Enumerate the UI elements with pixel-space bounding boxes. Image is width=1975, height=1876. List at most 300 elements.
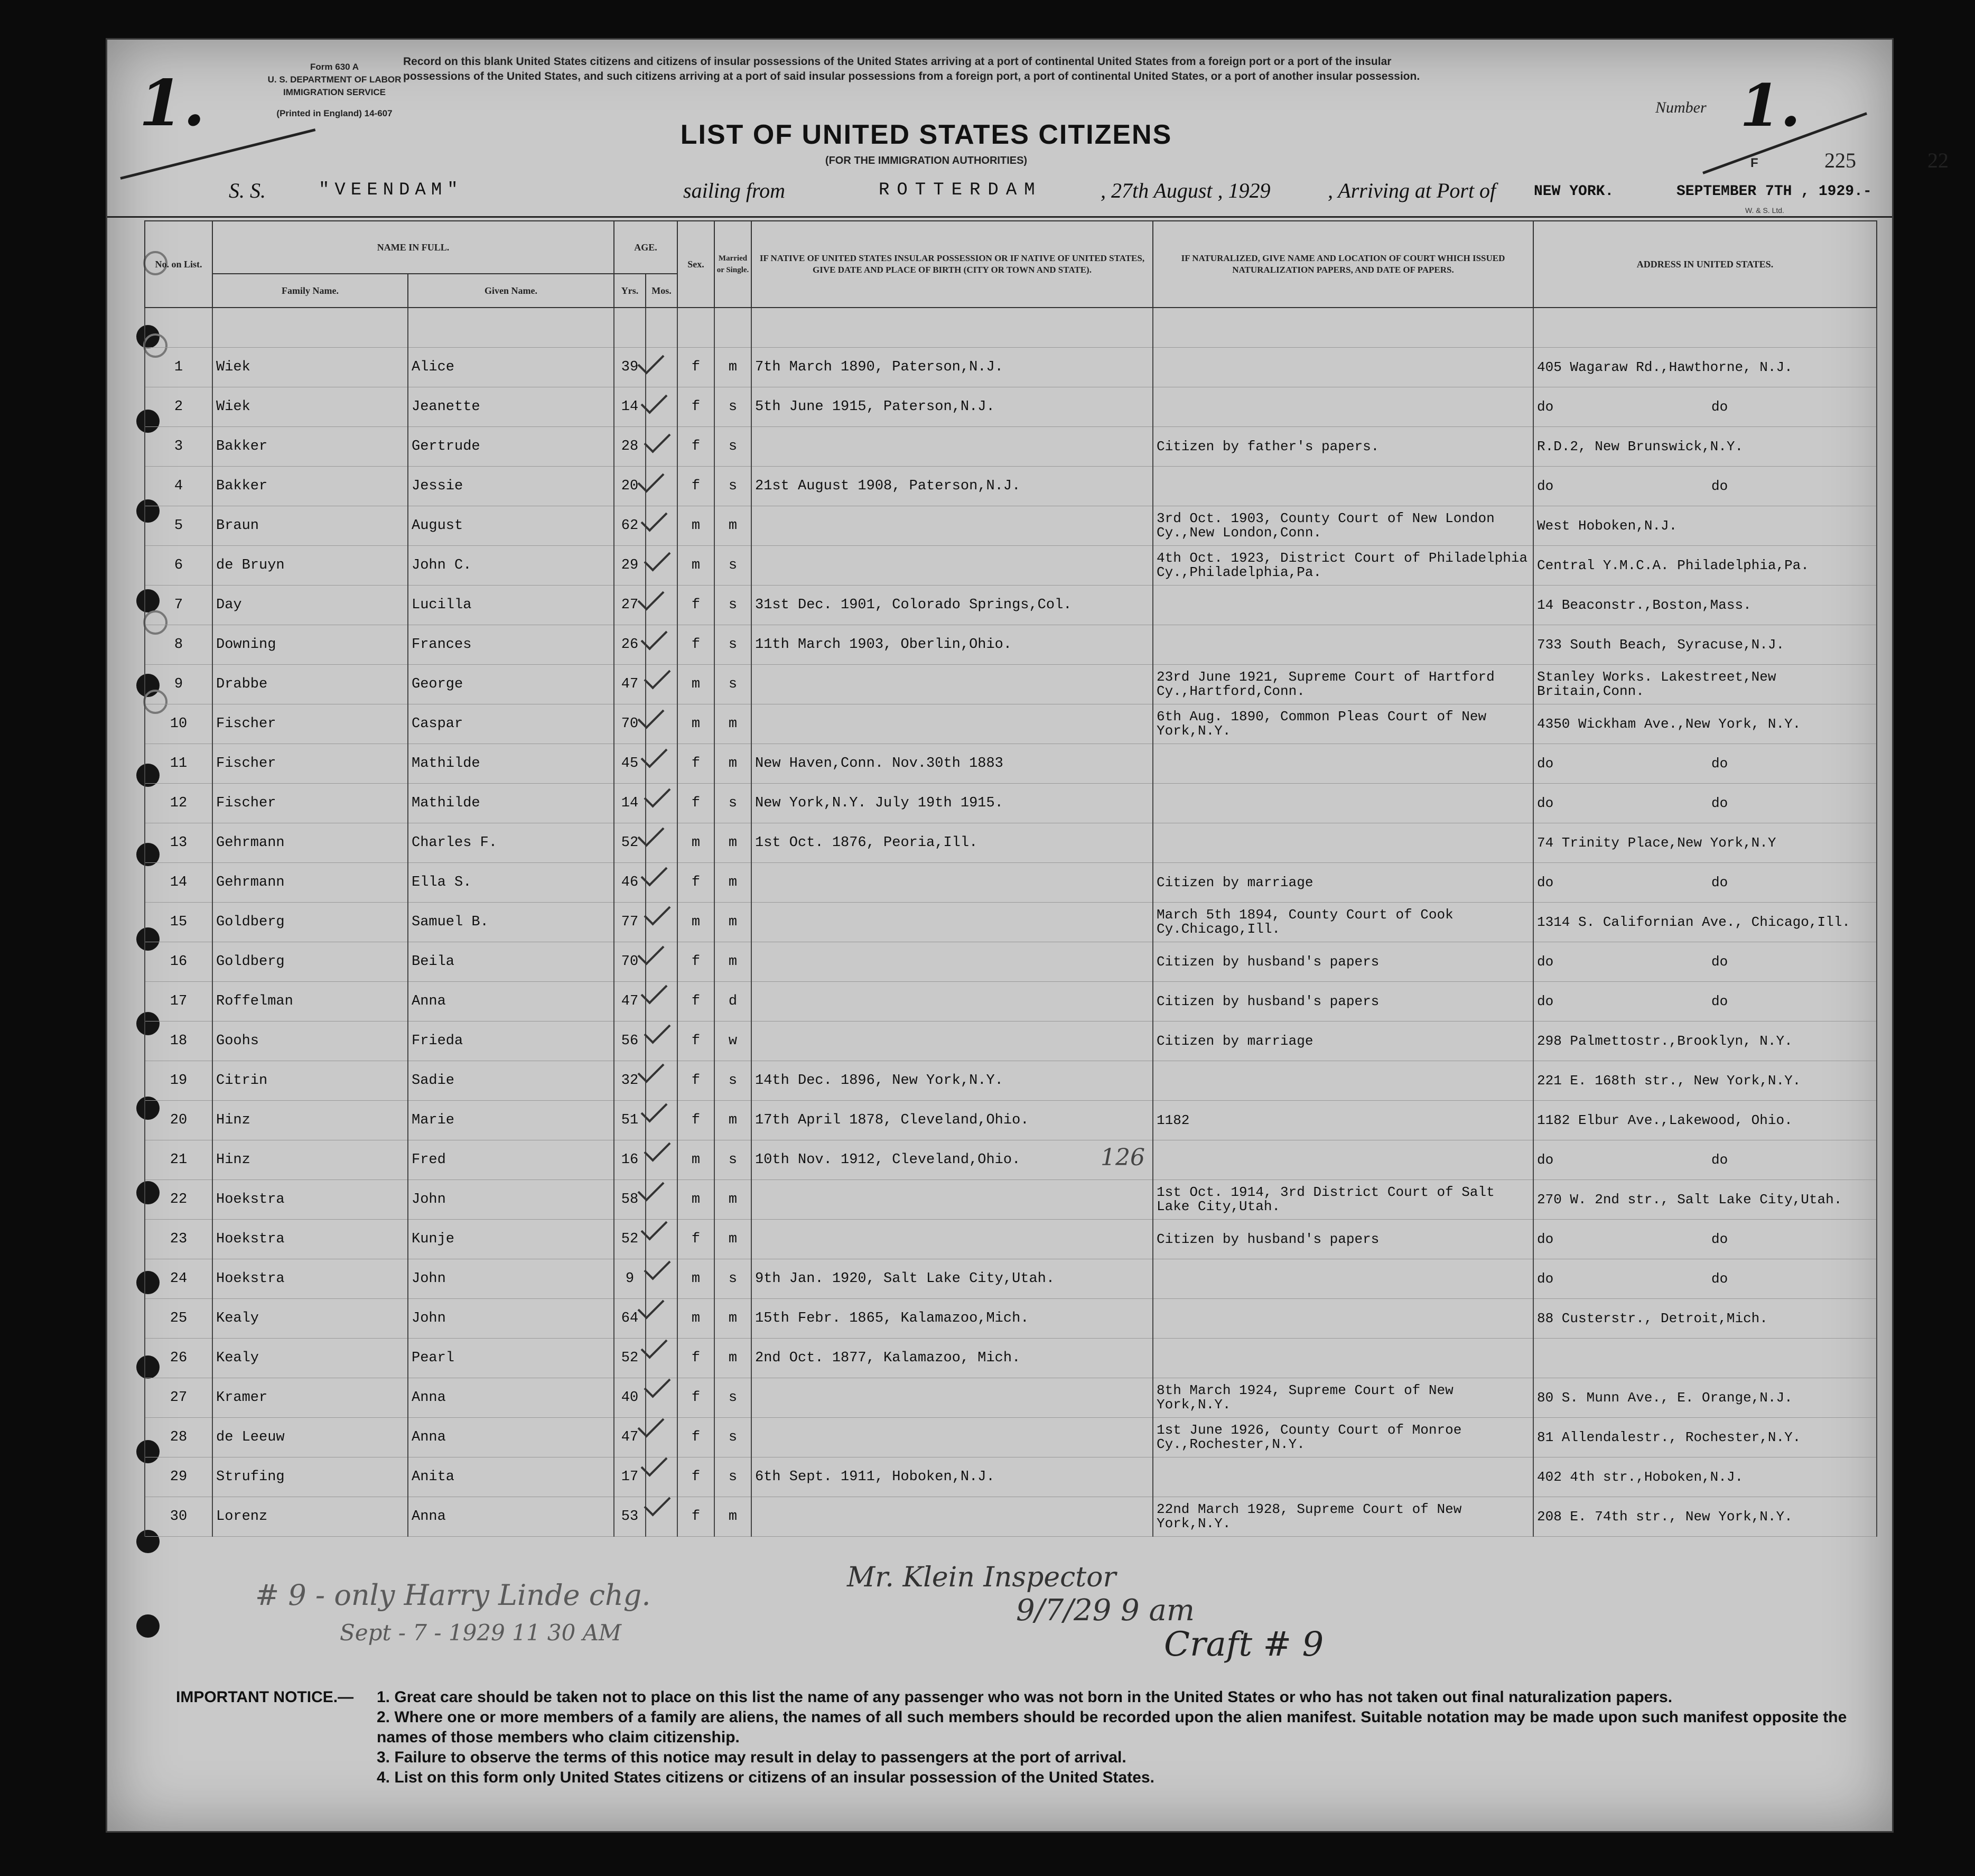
naturalization-info: Citizen by husband's papers — [1153, 942, 1533, 982]
address-primary: do — [1537, 953, 1554, 970]
table-row — [145, 1299, 1877, 1339]
table-row — [145, 1497, 1877, 1537]
given-name: Anna — [408, 1378, 614, 1418]
col-mos: Mos. — [646, 274, 677, 308]
family-name: Kealy — [212, 1339, 408, 1378]
given-name: Anna — [408, 982, 614, 1021]
service: IMMIGRATION SERVICE — [283, 87, 386, 97]
address: Central Y.M.C.A. Philadelphia,Pa. — [1533, 546, 1877, 586]
age-years: 52 — [614, 1220, 646, 1259]
birth-info: 2nd Oct. 1877, Kalamazoo, Mich. — [751, 1339, 1153, 1378]
naturalization-info: 6th Aug. 1890, Common Pleas Court of New York,N.Y. — [1153, 704, 1533, 744]
row-number: 10 — [145, 704, 212, 744]
age-years: 47 — [614, 1418, 646, 1457]
address: West Hoboken,N.J. — [1533, 506, 1877, 546]
row-number: 23 — [145, 1220, 212, 1259]
marital-status: w — [714, 1021, 751, 1061]
address-primary: do — [1537, 1270, 1554, 1287]
table-row — [145, 823, 1877, 863]
page-number: 225 — [1824, 148, 1856, 172]
naturalization-info — [1153, 1299, 1533, 1339]
address-primary: do — [1537, 478, 1554, 494]
given-name: George — [408, 665, 614, 704]
address-ditto: do — [1711, 993, 1728, 1009]
sex: f — [677, 467, 714, 506]
naturalization-info — [1153, 387, 1533, 427]
age-years: 16 — [614, 1140, 646, 1180]
given-name: Anna — [408, 1497, 614, 1537]
sex: f — [677, 1457, 714, 1497]
family-name: Fischer — [212, 704, 408, 744]
family-name: Goldberg — [212, 903, 408, 942]
birth-info — [751, 546, 1153, 586]
row-number: 1 — [145, 348, 212, 387]
inspector-signature: Mr. Klein Inspector — [847, 1562, 1116, 1593]
age-years: 70 — [614, 942, 646, 982]
naturalization-info: Citizen by marriage — [1153, 1021, 1533, 1061]
given-name: Alice — [408, 348, 614, 387]
birth-info: 7th March 1890, Paterson,N.J. — [751, 348, 1153, 387]
family-name: Hoekstra — [212, 1259, 408, 1299]
address-primary: do — [1537, 795, 1554, 811]
given-name: August — [408, 506, 614, 546]
sex: f — [677, 1497, 714, 1537]
from-port: ROTTERDAM — [879, 180, 1042, 200]
page-subtitle: (FOR THE IMMIGRATION AUTHORITIES) — [825, 155, 1028, 166]
arrival-port: NEW YORK. — [1534, 183, 1614, 200]
table-row — [145, 1418, 1877, 1457]
age-years: 58 — [614, 1180, 646, 1220]
sex: f — [677, 1021, 714, 1061]
family-name: Bakker — [212, 467, 408, 506]
naturalization-info — [1153, 625, 1533, 665]
depart-date: , 27th August , 1929 — [1101, 179, 1271, 202]
row-number: 6 — [145, 546, 212, 586]
naturalization-info: 3rd Oct. 1903, County Court of New London Cy.,New London,Conn. — [1153, 506, 1533, 546]
marital-status: m — [714, 903, 751, 942]
given-name: Gertrude — [408, 427, 614, 467]
table-row — [145, 1021, 1877, 1061]
age-years: 27 — [614, 586, 646, 625]
age-years: 28 — [614, 427, 646, 467]
col-name-in-full: NAME IN FULL. — [212, 221, 614, 274]
birth-info — [751, 665, 1153, 704]
row-number: 30 — [145, 1497, 212, 1537]
address — [1533, 982, 1877, 1021]
ship-name: "VEENDAM" — [319, 180, 463, 200]
marital-status: m — [714, 823, 751, 863]
row-number: 28 — [145, 1418, 212, 1457]
sex: m — [677, 506, 714, 546]
page-title: LIST OF UNITED STATES CITIZENS — [680, 119, 1172, 150]
address: 4350 Wickham Ave.,New York, N.Y. — [1533, 704, 1877, 744]
sex: f — [677, 863, 714, 903]
marital-status: m — [714, 942, 751, 982]
sex: f — [677, 784, 714, 823]
naturalization-info: Citizen by father's papers. — [1153, 427, 1533, 467]
notice-item: 3. Failure to observe the terms of this notice may result in delay to passengers at the port of arrival. — [377, 1749, 1126, 1766]
address-primary: do — [1537, 398, 1554, 415]
sex: f — [677, 387, 714, 427]
family-name: Kramer — [212, 1378, 408, 1418]
birth-info: New York,N.Y. July 19th 1915. — [751, 784, 1153, 823]
address-primary: do — [1537, 755, 1554, 772]
age-years: 20 — [614, 467, 646, 506]
address: Stanley Works. Lakestreet,New Britain,Conn. — [1533, 665, 1877, 704]
marital-status: m — [714, 1339, 751, 1378]
given-name: Fred — [408, 1140, 614, 1180]
marital-status: m — [714, 1101, 751, 1140]
notice-item: 1. Great care should be taken not to place on this list the name of any passenger who was not born in the United States or who has not taken out final naturalization papers. — [377, 1688, 1673, 1706]
birth-info: 15th Febr. 1865, Kalamazoo,Mich. — [751, 1299, 1153, 1339]
given-name: Mathilde — [408, 784, 614, 823]
sex: f — [677, 1220, 714, 1259]
row-number: 16 — [145, 942, 212, 982]
marital-status: s — [714, 1418, 751, 1457]
given-name: John C. — [408, 546, 614, 586]
marital-status: s — [714, 546, 751, 586]
family-name: Hoekstra — [212, 1220, 408, 1259]
table-row — [145, 427, 1877, 467]
marital-status: m — [714, 506, 751, 546]
family-name: Kealy — [212, 1299, 408, 1339]
birth-info: New Haven,Conn. Nov.30th 1883 — [751, 744, 1153, 784]
given-name: John — [408, 1180, 614, 1220]
row-number: 5 — [145, 506, 212, 546]
naturalization-info: March 5th 1894, County Court of Cook Cy.Chicago,Ill. — [1153, 903, 1533, 942]
family-name: Braun — [212, 506, 408, 546]
family-name: Day — [212, 586, 408, 625]
age-years: 17 — [614, 1457, 646, 1497]
sex: m — [677, 903, 714, 942]
table-row — [145, 467, 1877, 506]
marital-status: m — [714, 744, 751, 784]
page-number-cut: 22 — [1927, 148, 1949, 172]
ship-line — [229, 178, 1920, 210]
table-row — [145, 387, 1877, 427]
manifest-page — [106, 38, 1949, 1833]
marital-status: s — [714, 625, 751, 665]
col-naturalized: IF NATURALIZED, GIVE NAME AND LOCATION OF COURT WHICH ISSUED NATURALIZATION PAPERS, AND DATE OF PAPERS. — [1153, 221, 1533, 308]
sex: f — [677, 982, 714, 1021]
naturalization-info — [1153, 1061, 1533, 1101]
given-name: Anita — [408, 1457, 614, 1497]
marital-status: m — [714, 348, 751, 387]
naturalization-info — [1153, 1339, 1533, 1378]
address — [1533, 863, 1877, 903]
given-name: Jessie — [408, 467, 614, 506]
age-years: 39 — [614, 348, 646, 387]
address: 208 E. 74th str., New York,N.Y. — [1533, 1497, 1877, 1537]
age-years: 14 — [614, 387, 646, 427]
punch-hole — [136, 1614, 160, 1638]
table-row — [145, 1140, 1877, 1180]
table-row — [145, 704, 1877, 744]
family-name: Fischer — [212, 784, 408, 823]
address-primary: do — [1537, 874, 1554, 890]
birth-info — [751, 1220, 1153, 1259]
letter-mark: F — [1750, 156, 1758, 170]
ss-label: S. S. — [229, 179, 266, 202]
naturalization-info — [1153, 784, 1533, 823]
given-name: John — [408, 1259, 614, 1299]
row-number: 2 — [145, 387, 212, 427]
col-no: No. on List. — [145, 221, 212, 308]
age-years: 32 — [614, 1061, 646, 1101]
family-name: Gehrmann — [212, 863, 408, 903]
handwritten-date: Sept - 7 - 1929 11 30 AM — [340, 1620, 622, 1646]
sex: f — [677, 625, 714, 665]
table-row — [145, 586, 1877, 625]
naturalization-info: Citizen by husband's papers — [1153, 982, 1533, 1021]
age-years: 51 — [614, 1101, 646, 1140]
birth-info — [751, 982, 1153, 1021]
marital-status: m — [714, 863, 751, 903]
family-name: Drabbe — [212, 665, 408, 704]
naturalization-info: 4th Oct. 1923, District Court of Philadelphia Cy.,Philadelphia,Pa. — [1153, 546, 1533, 586]
number-label: Number — [1655, 99, 1707, 116]
given-name: Sadie — [408, 1061, 614, 1101]
address: 298 Palmettostr.,Brooklyn, N.Y. — [1533, 1021, 1877, 1061]
arrival-date: SEPTEMBER 7TH , 1929.- — [1676, 183, 1872, 200]
row-number: 22 — [145, 1180, 212, 1220]
sex: f — [677, 942, 714, 982]
sex: f — [677, 1061, 714, 1101]
given-name: Anna — [408, 1418, 614, 1457]
table-row — [145, 506, 1877, 546]
birth-info: 11th March 1903, Oberlin,Ohio. — [751, 625, 1153, 665]
family-name: de Bruyn — [212, 546, 408, 586]
birth-info: 21st August 1908, Paterson,N.J. — [751, 467, 1153, 506]
sex: m — [677, 546, 714, 586]
sex: f — [677, 427, 714, 467]
sex: m — [677, 1299, 714, 1339]
age-years: 70 — [614, 704, 646, 744]
craft-note: Craft # 9 — [1164, 1625, 1324, 1664]
table-row — [145, 903, 1877, 942]
naturalization-info: 8th March 1924, Supreme Court of New York,N.Y. — [1153, 1378, 1533, 1418]
address: 221 E. 168th str., New York,N.Y. — [1533, 1061, 1877, 1101]
sailing-label: sailing from — [683, 179, 785, 202]
given-name: Lucilla — [408, 586, 614, 625]
address-ditto: do — [1711, 953, 1728, 970]
preamble: Record on this blank United States citizens and citizens of insular possessions of the United States arriving at a port of continental United States from a foreign port or a port of the insular possessions of the United States, and such citizens arriving at a port of said insular possessions from a foreign port, a port of continental United States, or a port of another insular possession. — [403, 55, 1420, 82]
col-given: Given Name. — [408, 274, 614, 308]
family-name: Hoekstra — [212, 1180, 408, 1220]
row-number: 11 — [145, 744, 212, 784]
row-number: 19 — [145, 1061, 212, 1101]
marital-status: m — [714, 704, 751, 744]
given-name: Beila — [408, 942, 614, 982]
marital-status: s — [714, 1061, 751, 1101]
age-years: 64 — [614, 1299, 646, 1339]
family-name: Goldberg — [212, 942, 408, 982]
sex: f — [677, 1418, 714, 1457]
sex: m — [677, 704, 714, 744]
family-name: Citrin — [212, 1061, 408, 1101]
address — [1533, 1259, 1877, 1299]
table-row — [145, 744, 1877, 784]
given-name: Frieda — [408, 1021, 614, 1061]
address: 81 Allendalestr., Rochester,N.Y. — [1533, 1418, 1877, 1457]
sex: m — [677, 1259, 714, 1299]
col-sex: Sex. — [677, 221, 714, 308]
naturalization-info — [1153, 823, 1533, 863]
naturalization-info: 1182 — [1153, 1101, 1533, 1140]
address: 1314 S. Californian Ave., Chicago,Ill. — [1533, 903, 1877, 942]
address: 14 Beaconstr.,Boston,Mass. — [1533, 586, 1877, 625]
row-number: 25 — [145, 1299, 212, 1339]
age-years: 26 — [614, 625, 646, 665]
address-ditto: do — [1711, 795, 1728, 811]
table-row — [145, 863, 1877, 903]
given-name: Mathilde — [408, 744, 614, 784]
given-name: Pearl — [408, 1339, 614, 1378]
address-primary: do — [1537, 1231, 1554, 1247]
address: 405 Wagaraw Rd.,Hawthorne, N.J. — [1533, 348, 1877, 387]
col-address: ADDRESS IN UNITED STATES. — [1533, 221, 1877, 308]
sex: m — [677, 665, 714, 704]
address-ditto: do — [1711, 398, 1728, 415]
list-number: 1. — [1740, 71, 1801, 140]
age-years: 47 — [614, 982, 646, 1021]
address: 88 Custerstr., Detroit,Mich. — [1533, 1299, 1877, 1339]
row-number: 4 — [145, 467, 212, 506]
address-ditto: do — [1711, 1151, 1728, 1168]
row-number: 24 — [145, 1259, 212, 1299]
address: 402 4th str.,Hoboken,N.J. — [1533, 1457, 1877, 1497]
family-name: Wiek — [212, 387, 408, 427]
table-row — [145, 1061, 1877, 1101]
age-years: 9 — [614, 1259, 646, 1299]
address — [1533, 387, 1877, 427]
col-birth: IF NATIVE OF UNITED STATES INSULAR POSSESSION OR IF NATIVE OF UNITED STATES, GIVE DATE AND PLACE OF BIRTH (CITY OR TOWN AND STATE). — [751, 221, 1153, 308]
age-years: 29 — [614, 546, 646, 586]
address: 270 W. 2nd str., Salt Lake City,Utah. — [1533, 1180, 1877, 1220]
spacer-row — [145, 308, 1877, 348]
family-name: Strufing — [212, 1457, 408, 1497]
sex: m — [677, 1140, 714, 1180]
table-row — [145, 1101, 1877, 1140]
birth-info: 17th April 1878, Cleveland,Ohio. — [751, 1101, 1153, 1140]
row-number: 8 — [145, 625, 212, 665]
given-name: Ella S. — [408, 863, 614, 903]
marital-status: m — [714, 1299, 751, 1339]
birth-info — [751, 1418, 1153, 1457]
address — [1533, 1220, 1877, 1259]
table-row — [145, 625, 1877, 665]
family-name: Goohs — [212, 1021, 408, 1061]
birth-info — [751, 704, 1153, 744]
age-years: 53 — [614, 1497, 646, 1537]
passenger-rows — [145, 308, 1877, 1537]
naturalization-info — [1153, 1140, 1533, 1180]
address-ditto: do — [1711, 478, 1728, 494]
address-ditto: do — [1711, 1231, 1728, 1247]
notice-items — [377, 1687, 1856, 1788]
naturalization-info: Citizen by husband's papers — [1153, 1220, 1533, 1259]
naturalization-info — [1153, 1457, 1533, 1497]
corner-mark: 1. — [139, 66, 206, 141]
sex: f — [677, 586, 714, 625]
family-name: Hinz — [212, 1140, 408, 1180]
table-row — [145, 982, 1877, 1021]
address: 1182 Elbur Ave.,Lakewood, Ohio. — [1533, 1101, 1877, 1140]
marital-status: s — [714, 1457, 751, 1497]
table-row — [145, 1259, 1877, 1299]
address — [1533, 1339, 1877, 1378]
marital-status: d — [714, 982, 751, 1021]
table-row — [145, 784, 1877, 823]
marital-status: m — [714, 1180, 751, 1220]
naturalization-info: 22nd March 1928, Supreme Court of New York,N.Y. — [1153, 1497, 1533, 1537]
address-primary: do — [1537, 1151, 1554, 1168]
birth-info: 9th Jan. 1920, Salt Lake City,Utah. — [751, 1259, 1153, 1299]
age-years: 77 — [614, 903, 646, 942]
family-name: Fischer — [212, 744, 408, 784]
age-years: 40 — [614, 1378, 646, 1418]
given-name: Jeanette — [408, 387, 614, 427]
row-number: 14 — [145, 863, 212, 903]
row-number: 21 — [145, 1140, 212, 1180]
age-years: 62 — [614, 506, 646, 546]
naturalization-info — [1153, 1259, 1533, 1299]
sex: f — [677, 1378, 714, 1418]
address-ditto: do — [1711, 755, 1728, 772]
birth-info: 5th June 1915, Paterson,N.J. — [751, 387, 1153, 427]
col-family: Family Name. — [212, 274, 408, 308]
sex: m — [677, 1180, 714, 1220]
sex: f — [677, 1339, 714, 1378]
marital-status: m — [714, 1220, 751, 1259]
age-years: 56 — [614, 1021, 646, 1061]
table-row — [145, 348, 1877, 387]
naturalization-info: 1st Oct. 1914, 3rd District Court of Salt Lake City,Utah. — [1153, 1180, 1533, 1220]
age-years: 52 — [614, 823, 646, 863]
arriving-label: , Arriving at Port of — [1328, 179, 1496, 202]
table-row — [145, 546, 1877, 586]
notice-label: IMPORTANT NOTICE.— — [176, 1688, 354, 1706]
marital-status: s — [714, 1140, 751, 1180]
printed-note: (Printed in England) 14-607 — [276, 108, 393, 118]
row-number: 15 — [145, 903, 212, 942]
col-yrs: Yrs. — [614, 274, 646, 308]
given-name: Marie — [408, 1101, 614, 1140]
address — [1533, 942, 1877, 982]
sex: f — [677, 744, 714, 784]
family-name: Downing — [212, 625, 408, 665]
naturalization-info — [1153, 467, 1533, 506]
table-row — [145, 942, 1877, 982]
marital-status: s — [714, 387, 751, 427]
birth-info — [751, 903, 1153, 942]
marital-status: s — [714, 467, 751, 506]
address: 733 South Beach, Syracuse,N.J. — [1533, 625, 1877, 665]
given-name: John — [408, 1299, 614, 1339]
col-married: Married or Single. — [714, 221, 751, 308]
marital-status: s — [714, 1259, 751, 1299]
col-age: AGE. — [614, 221, 677, 274]
sex: m — [677, 823, 714, 863]
birth-info — [751, 1378, 1153, 1418]
margin-number: 126 — [1101, 1144, 1145, 1171]
given-name: Caspar — [408, 704, 614, 744]
row-number: 9 — [145, 665, 212, 704]
birth-info: 14th Dec. 1896, New York,N.Y. — [751, 1061, 1153, 1101]
table-row — [145, 1378, 1877, 1418]
header-rule — [107, 216, 1892, 218]
age-years: 46 — [614, 863, 646, 903]
